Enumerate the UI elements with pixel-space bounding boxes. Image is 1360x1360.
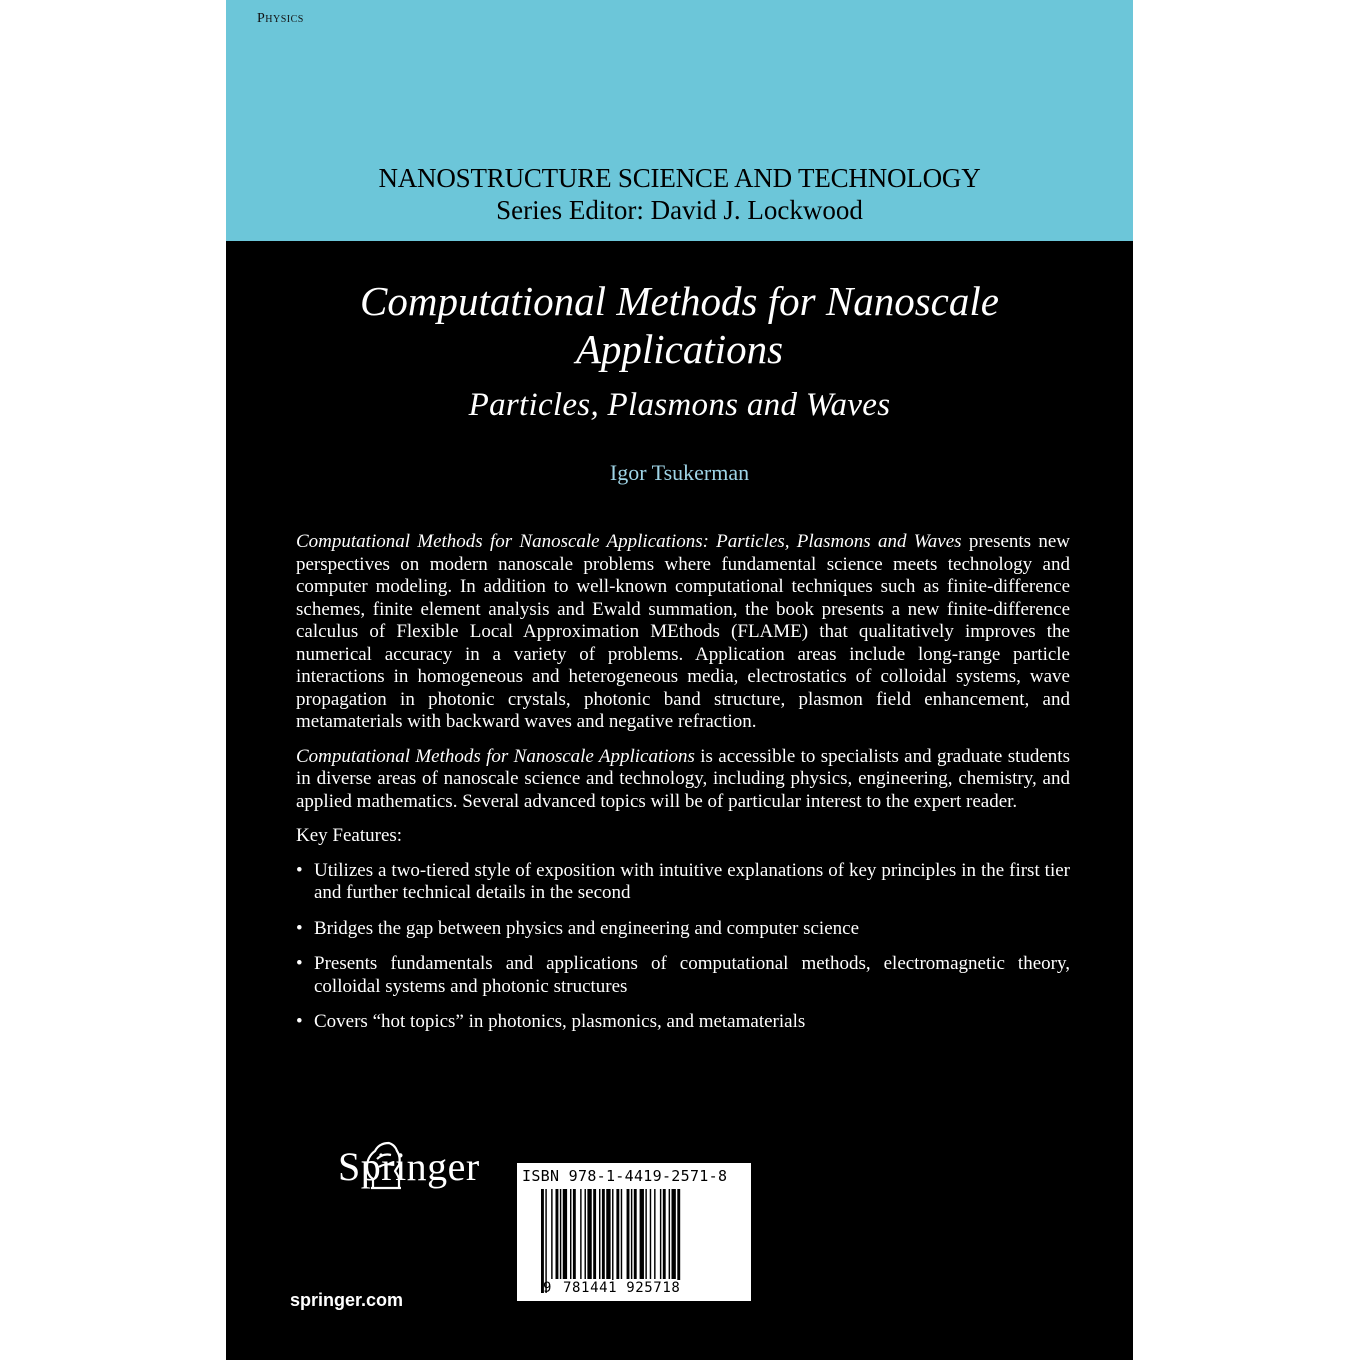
bullet-icon: • [296,953,303,974]
barcode-bar [663,1189,666,1279]
barcode-bar [599,1189,600,1279]
publisher-name: Springer [338,1144,480,1189]
description-paragraph-1 [296,531,1070,734]
feature-item: • Presents fundamentals and applications of computational methods, electromagnetic theory, colloidal systems and photonic structures [296,953,1070,997]
category-label: Physics [257,11,304,26]
features-heading: Key Features: [296,825,403,846]
barcode-bar [573,1189,576,1279]
series-editor: Series Editor: David J. Lockwood [496,195,863,225]
book-subtitle: Particles, Plasmons and Waves [468,387,891,423]
barcode-bar [580,1189,581,1279]
barcode-bar [612,1189,613,1293]
book-title: Computational Methods for Nanoscale Applications [360,278,999,372]
barcode-bar [551,1189,552,1279]
barcode-bar [593,1189,596,1279]
barcode-bar [631,1189,632,1279]
features-list [296,860,1070,1034]
isbn-label: ISBN 978-1-4419-2571-8 [522,1167,728,1185]
barcode-bar [654,1189,655,1279]
description-title-1: Computational Methods for Nanoscale Applications: Particles, Plasmons and Waves [296,531,962,552]
book-back-cover [226,0,1133,1360]
barcode-bar [650,1189,651,1279]
bullet-icon: • [296,917,303,939]
barcode-bar [585,1189,586,1279]
bullet-icon: • [296,1011,303,1032]
barcode-bar [640,1189,644,1279]
feature-item: • Utilizes a two-tiered style of exposition with intuitive explanations of key principles in the first tier and further technical details in the second [296,859,1070,903]
feature-item: • Covers “hot topics” in photonics, plasmonics, and metamaterials [296,1011,806,1032]
series-title: NANOSTRUCTURE SCIENCE AND TECHNOLOGY [378,163,981,193]
barcode-bar [570,1189,571,1279]
barcode-bar [616,1189,619,1279]
publisher-url: springer.com [290,1290,404,1310]
barcode-bar [563,1189,567,1279]
barcode-bar [669,1189,670,1279]
barcode-bar [645,1189,646,1279]
barcode-bar [587,1189,591,1279]
description-text-1: presents new perspectives on modern nanoscale problems where fundamental science meets technology and computer modeling. In addition to well-known computational techniques such as finite-difference schemes, finite element analysis and Ewald summation, the book presents a new finite-difference calculus of Flexible Local Approximation MEthods (FLAME) that qualitatively improves the numerical accuracy in a variety of problems. Application areas include long-range particle interactions in homogeneous and heterogeneous media, electrostatics of colloidal systems, wave propagation in photonic crystals, photonic band structure, plasmon field enhancement, and metamaterials with backward waves and negative refraction. [296,531,1070,732]
barcode-bar [660,1189,661,1279]
ean-first-digit: 9 [543,1280,552,1296]
barcode-bar [606,1189,610,1279]
feature-item: • Bridges the gap between physics and engineering and computer science [296,917,860,939]
barcode-bar [541,1189,544,1293]
barcode-bar [627,1189,630,1279]
description-title-2: Computational Methods for Nanoscale Applications [296,745,695,767]
barcode-bar [672,1189,676,1279]
book-author: Igor Tsukerman [609,460,750,485]
bullet-icon: • [296,859,303,881]
barcode-bar [621,1189,622,1279]
barcode-bar [556,1189,559,1279]
barcode-bar [602,1189,605,1279]
ean-digits: 781441 925718 [563,1280,681,1296]
description-text-2: is accessible to specialists and graduate students in diverse areas of nanoscale science and technology, including physics, engineering, chemistry, and applied mathematics. Several advanced topics will be of particular interest to the expert reader. [296,745,1070,812]
description [296,531,1070,1047]
description-paragraph-2 [296,746,1070,814]
barcode-bar [677,1189,680,1293]
series-band [226,0,1133,241]
barcode-bar [545,1189,546,1293]
barcode-bar [560,1189,561,1279]
isbn-barcode [517,1163,751,1301]
barcode-bar [634,1189,637,1279]
